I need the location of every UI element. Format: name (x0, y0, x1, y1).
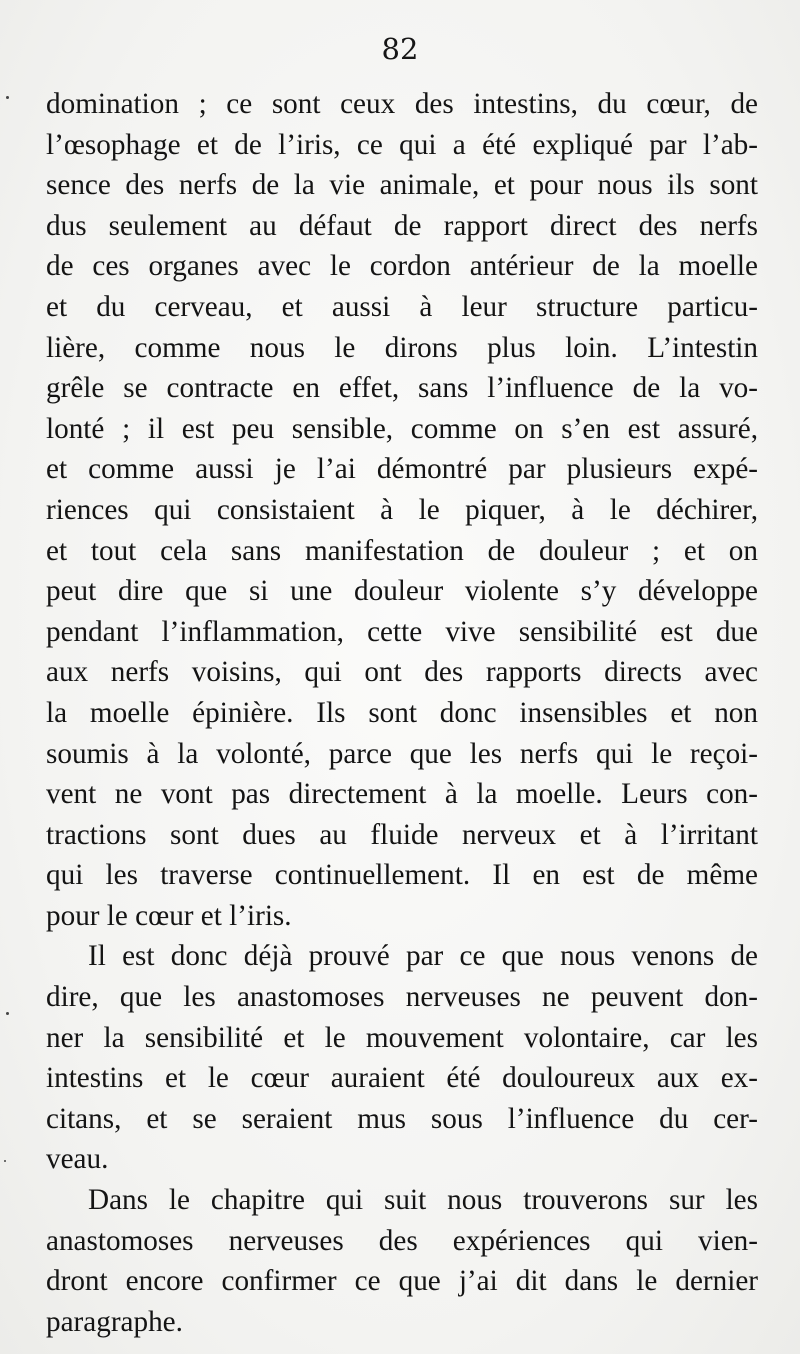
text-line: et tout cela sans manifestation de douleur ; et on (46, 534, 758, 567)
text-line: lonté ; il est peu sensible, comme on s’en est assuré, (46, 412, 758, 445)
text-line: ner la sensibilité et le mouvement volontaire, car les (46, 1021, 758, 1054)
text-line: riences qui consistaient à le piquer, à le déchirer, (46, 493, 758, 526)
text-line: et comme aussi je l’ai démontré par plusieurs expé- (46, 453, 758, 486)
text-line: grêle se contracte en effet, sans l’influence de la vo- (46, 372, 758, 405)
text-line: veau. (46, 1143, 109, 1176)
ink-speck (6, 1012, 9, 1015)
text-line: l’œsophage et de l’iris, ce qui a été expliqué par l’ab- (46, 128, 758, 161)
ink-speck (4, 1160, 6, 1162)
ink-speck (6, 96, 9, 99)
text-line: aux nerfs voisins, qui ont des rapports directs avec (46, 656, 758, 689)
text-line: sence des nerfs de la vie animale, et pour nous ils sont (46, 169, 758, 202)
text-line: anastomoses nerveuses des expériences qui vien- (46, 1224, 758, 1257)
text-line: paragraphe. (46, 1305, 183, 1338)
paragraph-3 (46, 1180, 758, 1342)
text-line: intestins et le cœur auraient été douloureux aux ex- (46, 1062, 758, 1095)
text-line: pour le cœur et l’iris. (46, 899, 292, 932)
text-line: dus seulement au défaut de rapport direct des nerfs (46, 209, 758, 242)
text-line: peut dire que si une douleur violente s’y développe (46, 575, 758, 608)
paragraph-1 (46, 84, 758, 936)
text-line: qui les traverse continuellement. Il en est de même (46, 859, 758, 892)
text-line: citans, et se seraient mus sous l’influence du cer- (46, 1102, 758, 1135)
text-line: tractions sont dues au fluide nerveux et à l’irritant (46, 818, 758, 851)
text-line: de ces organes avec le cordon antérieur de la moelle (46, 250, 758, 283)
text-line: domination ; ce sont ceux des intestins, du cœur, de (46, 88, 758, 120)
text-line: et du cerveau, et aussi à leur structure particu- (46, 290, 758, 323)
text-line: Dans le chapitre qui suit nous trouverons sur les (88, 1184, 758, 1217)
text-line: la moelle épinière. Ils sont donc insensibles et non (46, 696, 758, 729)
text-line: pendant l’inflammation, cette vive sensibilité est due (46, 615, 758, 648)
text-line: dront encore confirmer ce que j’ai dit dans le dernier (46, 1265, 758, 1298)
text-line: Il est donc déjà prouvé par ce que nous venons de (88, 940, 758, 973)
text-line: lière, comme nous le dirons plus loin. L’intestin (46, 331, 758, 364)
text-line: soumis à la volonté, parce que les nerfs qui le reçoi- (46, 737, 758, 770)
body-text (46, 84, 758, 1342)
text-line: vent ne vont pas directement à la moelle. Leurs con- (46, 778, 758, 811)
paragraph-2 (46, 936, 758, 1180)
text-line: dire, que les anastomoses nerveuses ne peuvent don- (46, 981, 758, 1014)
page-number: 82 (381, 32, 419, 66)
